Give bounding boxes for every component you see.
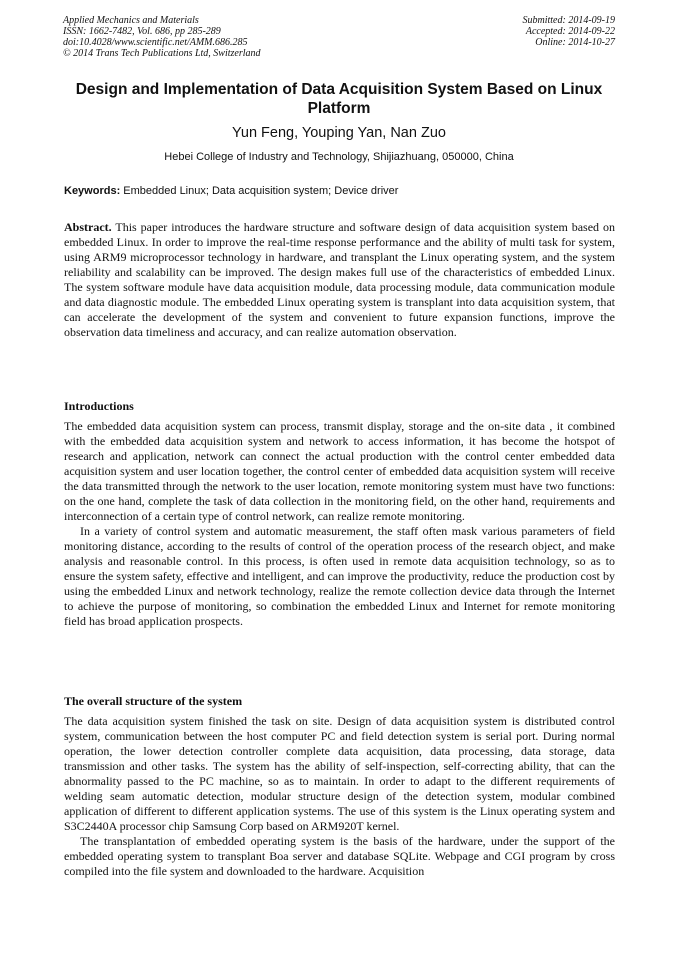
keywords-text: Embedded Linux; Data acquisition system; Device driver [120, 185, 399, 197]
issn-line: ISSN: 1662-7482, Vol. 686, pp 285-289 [63, 26, 221, 37]
introductions-section [64, 419, 615, 629]
paper-title: Design and Implementation of Data Acquisition System Based on Linux Platform [75, 81, 603, 117]
section-heading-overall-structure: The overall structure of the system [64, 694, 243, 708]
structure-paragraph-1: The data acquisition system finished the task on site. Design of data acquisition system is distributed control system, communication between the host computer PC and field detection system is serial port. During normal operation, the lower detection controller complete data acquisition, data processing, data storage, data transmission and other tasks. The system has the ability of self-inspection, self-correcting ability, that can the abnormality passed to the PC machine, so as to maintain. In order to adapt to the different requirements of welding seam automatic detection, modular structure design of the detection system, modular combined application of different to different application systems. The use of this system is the Linux operating system and S3C2440A processor chip Samsung Corp based on ARM920T kernel. [64, 714, 615, 833]
journal-name: Applied Mechanics and Materials [63, 15, 199, 26]
abstract-label: Abstract. [64, 220, 112, 234]
doi-line: doi:10.4028/www.scientific.net/AMM.686.285 [63, 37, 248, 48]
keywords-line [64, 184, 616, 198]
journal-header [63, 15, 261, 59]
keywords-label: Keywords: [64, 185, 121, 197]
section-heading-introductions: Introductions [64, 399, 134, 413]
copyright-line: © 2014 Trans Tech Publications Ltd, Switzerland [63, 48, 261, 59]
publication-dates [523, 15, 616, 48]
intro-paragraph-2: In a variety of control system and automatic measurement, the staff often mask various parameters of field monitoring distance, according to the results of control of the operation process of the research object, and make analysis and reasonable control. In this process, is often used in remote data acquisition technology, so as to ensure the system safety, effective and intelligent, and can improve the productivity, reduce the production cost by using the embedded Linux and network technology, realize the remote collection device data through the Internet to achieve the purpose of monitoring, so combination the embedded Linux and Internet for remote monitoring field has broad application prospects. [64, 524, 615, 628]
accepted-date: Accepted: 2014-09-22 [525, 26, 615, 37]
paper-affiliation: Hebei College of Industry and Technology, Shijiazhuang, 050000, China [164, 151, 514, 163]
paper-authors: Yun Feng, Youping Yan, Nan Zuo [232, 125, 446, 141]
intro-paragraph-1: The embedded data acquisition system can process, transmit display, storage and the on-site data , it combined with the embedded data acquisition system and network to access information, it has become the hotspot of research and application, network can connect the actual production with the control center embedded data acquisition system and user location together, the control center of embedded data acquisition system will receive the data transmitted through the network to the user location, remote monitoring system must have two functions: on the one hand, complete the task of data collection in the monitoring field, on the other hand, requirements and interconnection of a certain type of control network, can realize remote monitoring. [64, 419, 615, 523]
abstract-section [64, 220, 615, 340]
overall-structure-section [64, 714, 615, 879]
abstract-text: This paper introduces the hardware structure and software design of data acquisition system based on embedded Linux. In order to improve the real-time response performance and the ability of multi task for system, using ARM9 microprocessor technology in hardware, and transplant the Linux operating system, and the system reliability and scalability can be improved. The design makes full use of the characteristics of embedded Linux. The system software module have data acquisition module, data processing module, data communication module and data diagnostic module. The embedded Linux operating system is transplant into data acquisition system, that can accelerate the development of the system and convenient to future expansion functions, improve the observation data timeliness and accuracy, and can realize automation observation. [64, 220, 615, 339]
online-date: Online: 2014-10-27 [535, 37, 615, 48]
abstract-paragraph [64, 220, 615, 340]
structure-paragraph-2: The transplantation of embedded operating system is the basis of the hardware, under the support of the embedded operating system to transplant Boa server and database SQLite. Webpage and CGI program by cross compiled into the file system and downloaded to the hardware. Acquisition [64, 834, 615, 878]
submitted-date: Submitted: 2014-09-19 [522, 15, 615, 26]
